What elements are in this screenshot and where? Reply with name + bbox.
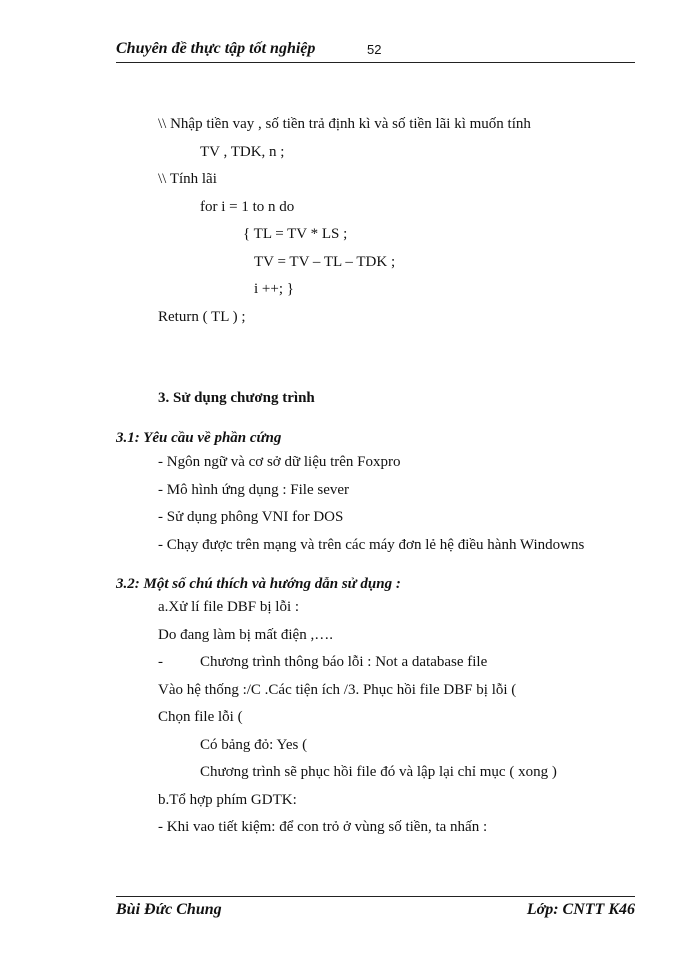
usage-a-title: a.Xử lí file DBF bị lỗi :: [158, 599, 300, 615]
code-return: Return ( TL ) ;: [158, 309, 246, 325]
code-statement-2: TV = TV – TL – TDK ;: [254, 254, 396, 270]
subsection-hardware-heading: 3.1: Yêu cầu về phần cứng: [116, 430, 282, 446]
code-statement-3: i ++; }: [254, 281, 294, 297]
code-statement-1: { TL = TV * LS ;: [243, 226, 348, 242]
usage-a-dialog: Có bảng đỏ: Yes (: [200, 737, 308, 753]
usage-b-text: - Khi vao tiết kiệm: để con trỏ ở vùng số tiền, ta nhấn :: [158, 819, 488, 835]
usage-a-error: Chương trình thông báo lỗi : Not a database file: [200, 654, 488, 670]
list-item: - Sử dụng phông VNI for DOS: [158, 509, 344, 525]
list-item: - Chạy được trên mạng và trên các máy đơn lẻ hệ điều hành Windowns: [158, 537, 585, 553]
usage-b-title: b.Tổ hợp phím GDTK:: [158, 792, 297, 808]
usage-a-result: Chương trình sẽ phục hồi file đó và lập lại chỉ mục ( xong ): [200, 764, 557, 780]
usage-a-dash: -: [158, 654, 163, 670]
code-vars: TV , TDK, n ;: [200, 144, 285, 160]
code-loop: for i = 1 to n do: [200, 199, 295, 215]
list-item: - Mô hình ứng dụng : File sever: [158, 482, 350, 498]
footer-author: Bùi Đức Chung: [116, 901, 222, 918]
page-number: 52: [367, 42, 382, 57]
subsection-usage-heading: 3.2: Một số chú thích và hướng dẫn sử dụng :: [116, 576, 401, 592]
code-comment-input: \\ Nhập tiền vay , số tiền trả định kì và số tiền lãi kì muốn tính: [158, 116, 531, 132]
usage-a-choose: Chọn file lỗi (: [158, 709, 243, 725]
usage-a-path: Vào hệ thống :/C .Các tiện ích /3. Phục hồi file DBF bị lỗi (: [158, 682, 517, 698]
header-title: Chuyên đề thực tập tốt nghiệp: [116, 40, 316, 57]
usage-a-cause: Do đang làm bị mất điện ,….: [158, 627, 333, 643]
header-rule: [116, 62, 635, 63]
code-comment-calc: \\ Tính lãi: [158, 171, 217, 187]
footer-class: Lớp: CNTT K46: [526, 901, 635, 918]
list-item: - Ngôn ngữ và cơ sở dữ liệu trên Foxpro: [158, 454, 401, 470]
section-heading: 3. Sử dụng chương trình: [158, 390, 315, 406]
footer-rule: [116, 896, 635, 897]
